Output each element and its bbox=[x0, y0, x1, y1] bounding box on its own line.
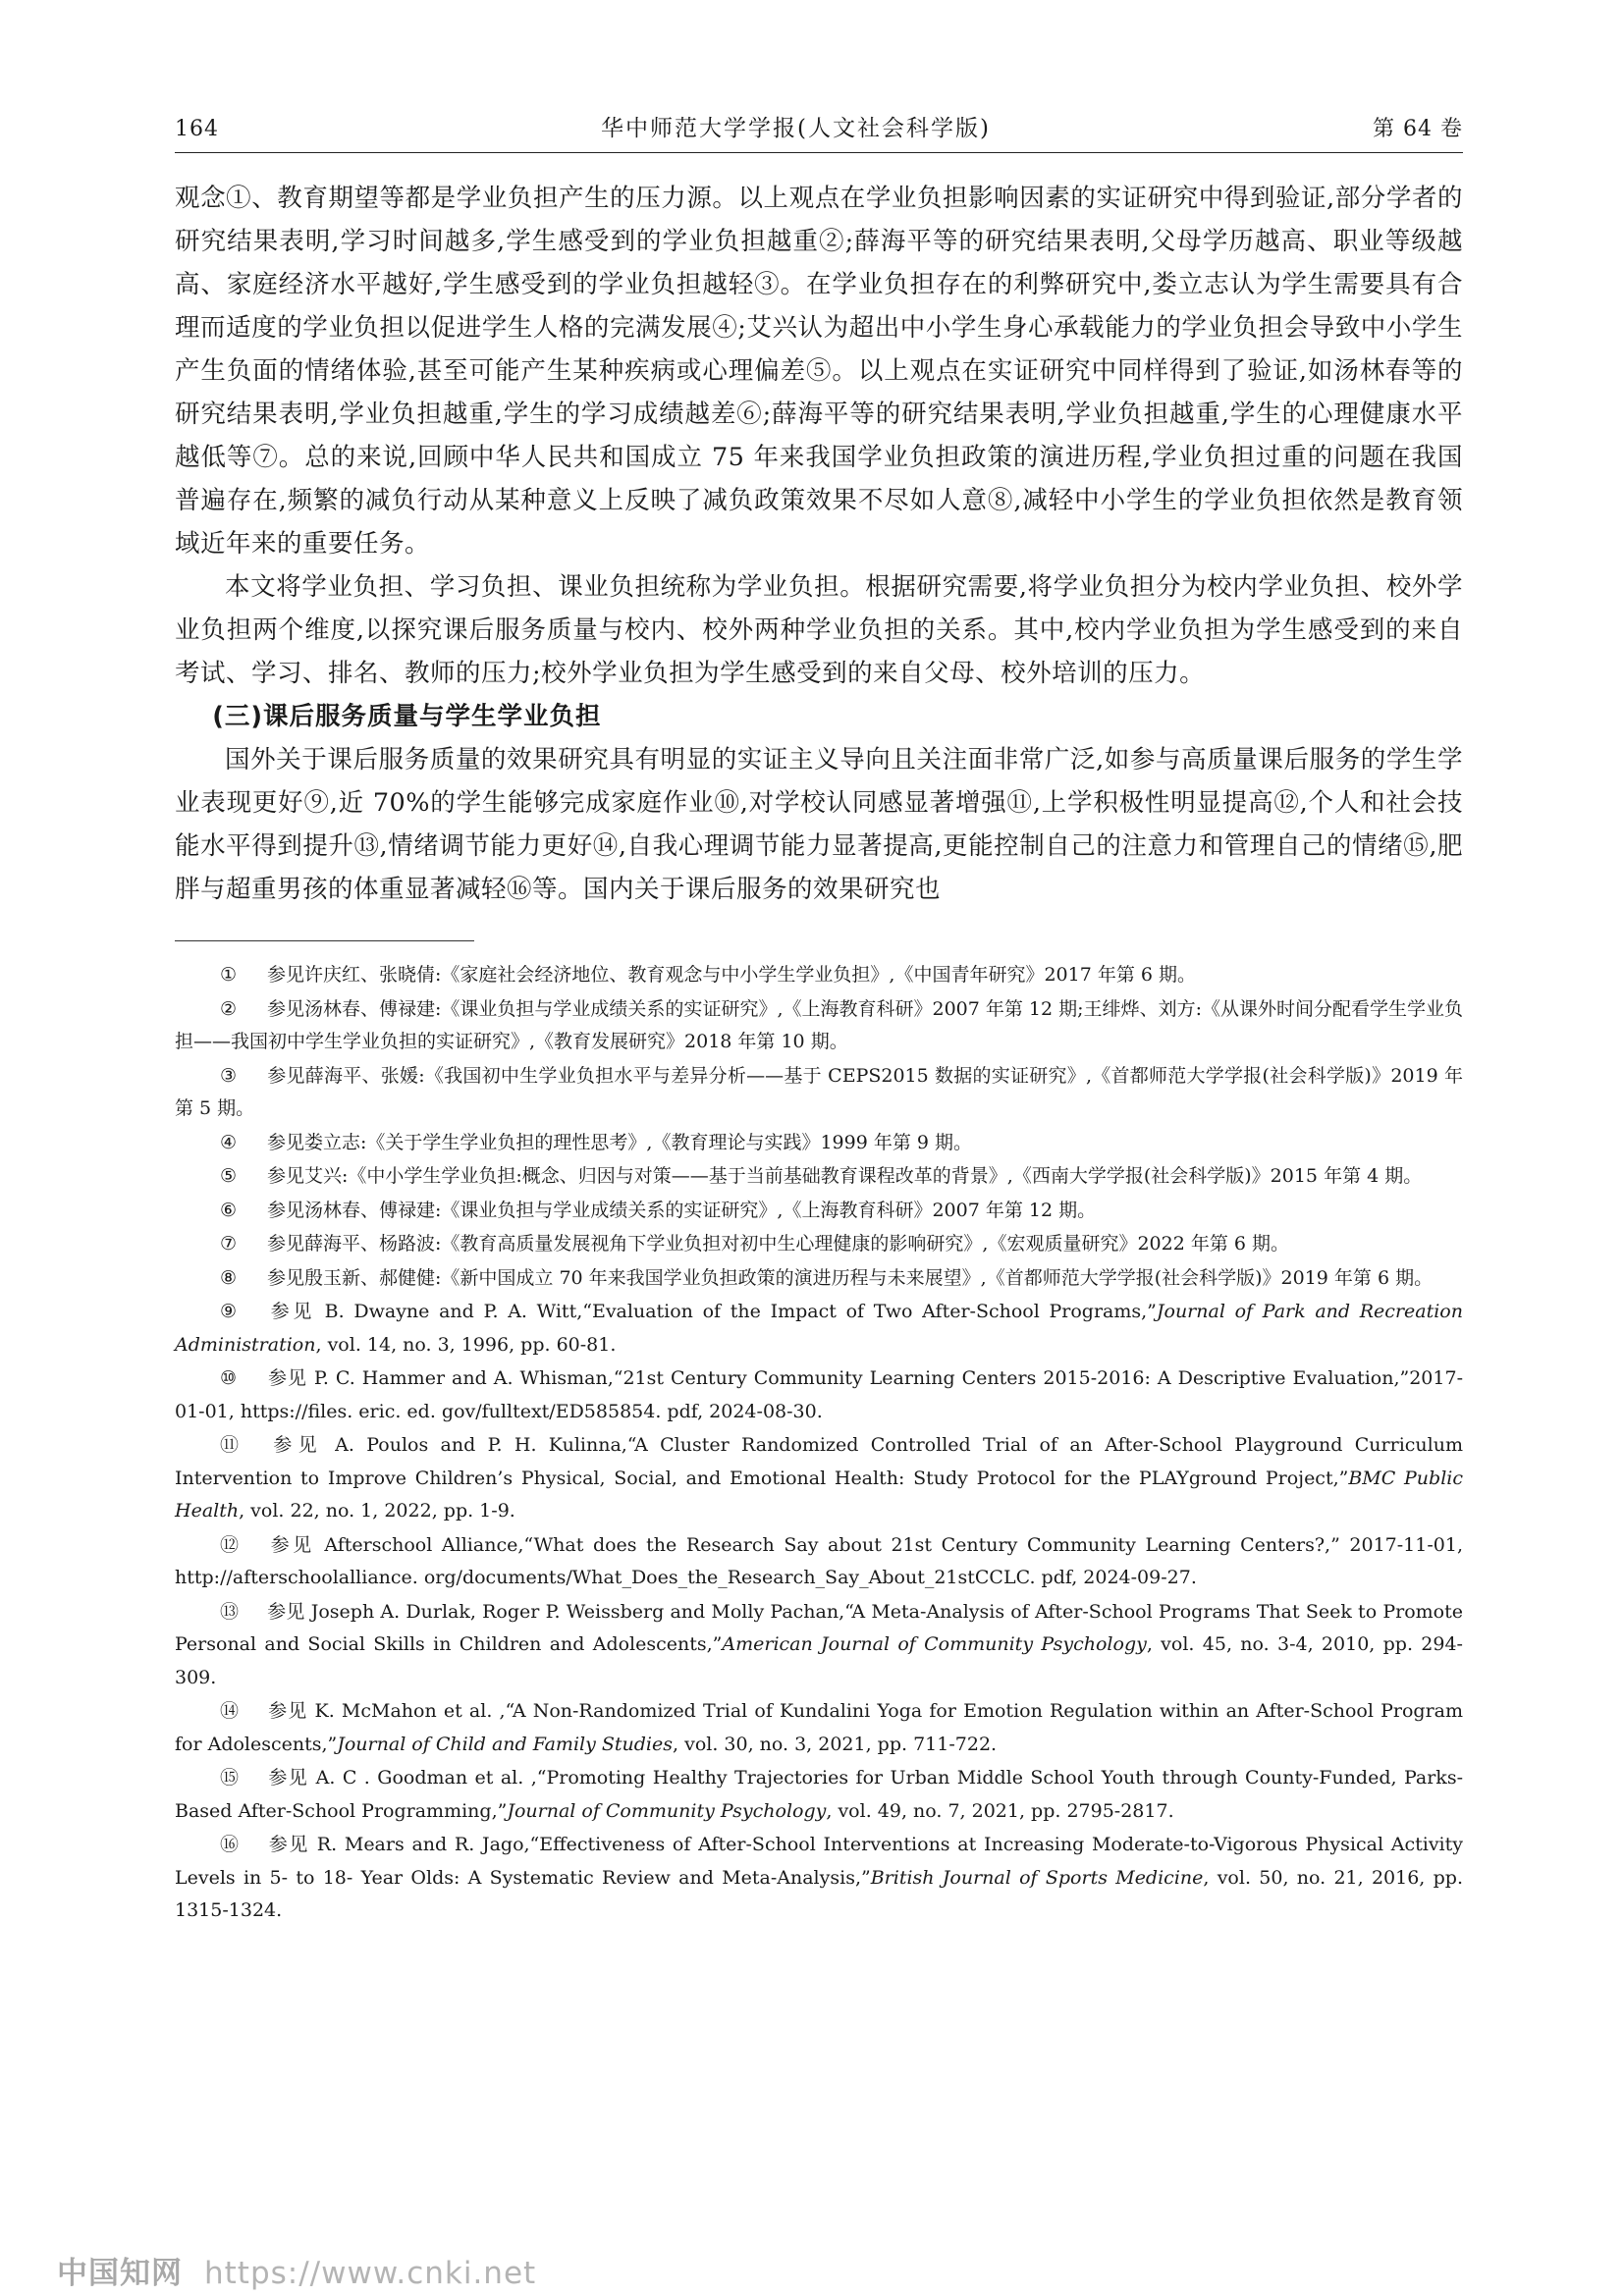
footnote-text: 参见娄立志:《关于学生学业负担的理性思考》,《教育理论与实践》1999 年第 9 期。 bbox=[267, 1131, 973, 1153]
section-heading: (三)课后服务质量与学生学业负担 bbox=[212, 702, 602, 731]
footnote bbox=[175, 1695, 1463, 1761]
footnote-number: ⑩ bbox=[220, 1367, 238, 1389]
footnote-journal: British Journal of Sports Medicine bbox=[870, 1866, 1204, 1889]
footnote-text: 参见 P. C. Hammer and A. Whisman,“21st Century Community Learning Centers 2015-2016: A Descriptive Evaluation,”2017-01-01, https://files. eric. ed. gov/fulltext/ED585854. pdf, 2024-08-30. bbox=[175, 1367, 1463, 1422]
footnotes bbox=[175, 959, 1463, 1928]
footnote-tail: , vol. 22, no. 1, 2022, pp. 1-9. bbox=[239, 1500, 515, 1522]
footnote-number: ⑮ bbox=[220, 1767, 240, 1789]
volume-label: 第 64 卷 bbox=[1373, 117, 1463, 141]
journal-title: 华中师范大学学报(人文社会科学版) bbox=[601, 116, 991, 141]
footnote bbox=[175, 1228, 1463, 1261]
footnote-text: 参见 K. McMahon et al. ,“A Non-Randomized Trial of Kundalini Yoga for Emotion Regulation within an After-School Program for Adolescents,” bbox=[175, 1700, 1463, 1755]
footnote bbox=[175, 1429, 1463, 1528]
footnote-number: ⑪ bbox=[220, 1434, 240, 1456]
cnki-logo: 中国知网 bbox=[57, 2256, 183, 2291]
footnote-text: 参见汤林春、傅禄建:《课业负担与学业成绩关系的实证研究》,《上海教育科研》2007 年第 12 期。 bbox=[267, 1199, 1097, 1221]
footnote-journal: Journal of Child and Family Studies bbox=[337, 1733, 673, 1755]
footnote-tail: , vol. 50, no. 21, 2016, pp. 1315-1324. bbox=[175, 1866, 1463, 1921]
cnki-watermark bbox=[57, 2248, 536, 2292]
footnote-number: ⑦ bbox=[220, 1233, 238, 1255]
footnote bbox=[175, 1362, 1463, 1428]
body-paragraph: 观念①、教育期望等都是学业负担产生的压力源。以上观点在学业负担影响因素的实证研究中得到验证,部分学者的研究结果表明,学习时间越多,学生感受到的学业负担越重②;薛海平等的研究结果表明,父母学历越高、职业等级越高、家庭经济水平越好,学生感受到的学业负担越轻③。在学业负担存在的利弊研究中,娄立志认为学生需要具有合理而适度的学业负担以促进学生人格的完满发展④;艾兴认为超出中小学生身心承载能力的学业负担会导致中小学生产生负面的情绪体验,甚至可能产生某种疾病或心理偏差⑤。以上观点在实证研究中同样得到了验证,如汤林春等的研究结果表明,学业负担越重,学生的学习成绩越差⑥;薛海平等的研究结果表明,学业负担越重,学生的心理健康水平越低等⑦。总的来说,回顾中华人民共和国成立 75 年来我国学业负担政策的演进历程,学业负担过重的问题在我国普遍存在,频繁的减负行动从某种意义上反映了减负政策效果不尽如人意⑧,减轻中小学生的学业负担依然是教育领域近年来的重要任务。 bbox=[175, 184, 1463, 559]
footnote-tail: , vol. 30, no. 3, 2021, pp. 711-722. bbox=[673, 1733, 998, 1755]
footnote bbox=[175, 1195, 1463, 1228]
footnote-number: ⑫ bbox=[220, 1533, 240, 1556]
footnote bbox=[175, 1762, 1463, 1828]
footnote-text: 参见 R. Mears and R. Jago,“Effectiveness of After-School Interventions at Increasing Moderate-to-Vigorous Physical Activity Levels in 5- to 18- Year Olds: A Systematic Review and Meta-Analysis,” bbox=[175, 1834, 1463, 1889]
footnote-text: 参见 A. Poulos and P. H. Kulinna,“A Cluster Randomized Controlled Trial of an After-School Playground Curriculum Intervention to Improve Children’s Physical, Social, and Emotional Health: Study Protocol for the PLAYground Project,” bbox=[175, 1434, 1463, 1489]
footnote-number: ③ bbox=[220, 1064, 238, 1087]
footnote bbox=[175, 993, 1463, 1059]
footnote-text: 参见殷玉新、郝健健:《新中国成立 70 年来我国学业负担政策的演进历程与未来展望》,《首都师范大学学报(社会科学版)》2019 年第 6 期。 bbox=[267, 1266, 1434, 1289]
footnote bbox=[175, 1596, 1463, 1695]
footnote bbox=[175, 1060, 1463, 1126]
footnote bbox=[175, 1829, 1463, 1928]
footnote-text: 参见 B. Dwayne and P. A. Witt,“Evaluation of the Impact of Two After-School Programs,” bbox=[267, 1301, 1157, 1322]
footnote-text: 参见许庆红、张晓倩:《家庭社会经济地位、教育观念与中小学生学业负担》,《中国青年研究》2017 年第 6 期。 bbox=[267, 964, 1197, 986]
footnote bbox=[175, 1262, 1463, 1296]
footnote-tail: , vol. 14, no. 3, 1996, pp. 60-81. bbox=[315, 1333, 617, 1356]
footnote-number: ⑨ bbox=[220, 1301, 238, 1322]
running-header bbox=[175, 110, 1463, 153]
footnote-number: ⑤ bbox=[220, 1165, 238, 1187]
footnote bbox=[175, 1127, 1463, 1160]
footnote-number: ⑥ bbox=[220, 1199, 238, 1221]
page bbox=[175, 110, 1463, 1929]
footnote bbox=[175, 1296, 1463, 1362]
footnote-number: ④ bbox=[220, 1131, 238, 1153]
body-paragraph: 国外关于课后服务质量的效果研究具有明显的实证主义导向且关注面非常广泛,如参与高质量课后服务的学生学业表现更好⑨,近 70%的学生能够完成家庭作业⑩,对学校认同感显著增强⑪,上学积极性明显提高⑫,个人和社会技能水平得到提升⑬,情绪调节能力更好⑭,自我心理调节能力显著提高,更能控制自己的注意力和管理自己的情绪⑮,肥胖与超重男孩的体重显著减轻⑯等。国内关于课后服务的效果研究也 bbox=[175, 745, 1463, 904]
body-paragraph: 本文将学业负担、学习负担、课业负担统称为学业负担。根据研究需要,将学业负担分为校内学业负担、校外学业负担两个维度,以探究课后服务质量与校内、校外两种学业负担的关系。其中,校内学业负担为学生感受到的来自考试、学习、排名、教师的压力;校外学业负担为学生感受到的来自父母、校外培训的压力。 bbox=[175, 572, 1463, 688]
cnki-url: https://www.cnki.net bbox=[204, 2256, 537, 2291]
footnote-journal: American Journal of Community Psychology bbox=[722, 1633, 1147, 1655]
footnote-text: 参见艾兴:《中小学生学业负担:概念、归因与对策——基于当前基础教育课程改革的背景》,《西南大学学报(社会科学版)》2015 年第 4 期。 bbox=[267, 1165, 1423, 1187]
footnote-number: ⑬ bbox=[220, 1600, 240, 1623]
footnote bbox=[175, 1529, 1463, 1595]
page-number: 164 bbox=[175, 117, 219, 141]
footnote-tail: , vol. 45, no. 3-4, 2010, pp. 294-309. bbox=[175, 1633, 1463, 1688]
footnote-journal: BMC Public Health bbox=[175, 1467, 1463, 1522]
footnote-number: ⑧ bbox=[220, 1266, 238, 1289]
footnote-text: 参见薛海平、张媛:《我国初中生学业负担水平与差异分析——基于 CEPS2015 数据的实证研究》,《首都师范大学学报(社会科学版)》2019 年第 5 期。 bbox=[175, 1064, 1463, 1119]
footnote-number: ⑭ bbox=[220, 1700, 240, 1722]
footnote-text: 参见薛海平、杨路波:《教育高质量发展视角下学业负担对初中生心理健康的影响研究》,《宏观质量研究》2022 年第 6 期。 bbox=[267, 1233, 1290, 1255]
footnote-text: 参见 Joseph A. Durlak, Roger P. Weissberg and Molly Pachan,“A Meta-Analysis of After-School Programs That Seek to Promote Personal and Social Skills in Children and Adolescents,” bbox=[175, 1600, 1463, 1655]
footnote-journal: Journal of Park and Recreation Administration bbox=[175, 1301, 1463, 1356]
footnote-text: 参见 A. C . Goodman et al. ,“Promoting Healthy Trajectories for Urban Middle School Youth through County-Funded, Parks-Based After-School Programming,” bbox=[175, 1767, 1463, 1822]
footnote-number: ⑯ bbox=[220, 1834, 240, 1855]
footnote-text: 参见 Afterschool Alliance,“What does the Research Say about 21st Century Community Learning Centers?,” 2017-11-01, http://afterschoolalliance. org/documents/What_Does_the_Research_Say_About_21stCCLC. pdf, 2024-09-27. bbox=[175, 1533, 1463, 1588]
footnote-journal: Journal of Community Psychology bbox=[507, 1799, 827, 1822]
footnote bbox=[175, 959, 1463, 992]
footnote-number: ① bbox=[220, 964, 238, 986]
footnote-divider bbox=[175, 940, 474, 941]
footnote-number: ② bbox=[220, 997, 238, 1020]
footnote-text: 参见汤林春、傅禄建:《课业负担与学业成绩关系的实证研究》,《上海教育科研》2007 年第 12 期;王绯烨、刘方:《从课外时间分配看学生学业负担——我国初中学生学业负担的实证研究》,《教育发展研究》2018 年第 10 期。 bbox=[175, 997, 1463, 1052]
footnote-tail: , vol. 49, no. 7, 2021, pp. 2795-2817. bbox=[826, 1799, 1174, 1822]
body-text bbox=[175, 177, 1463, 911]
footnote bbox=[175, 1160, 1463, 1194]
